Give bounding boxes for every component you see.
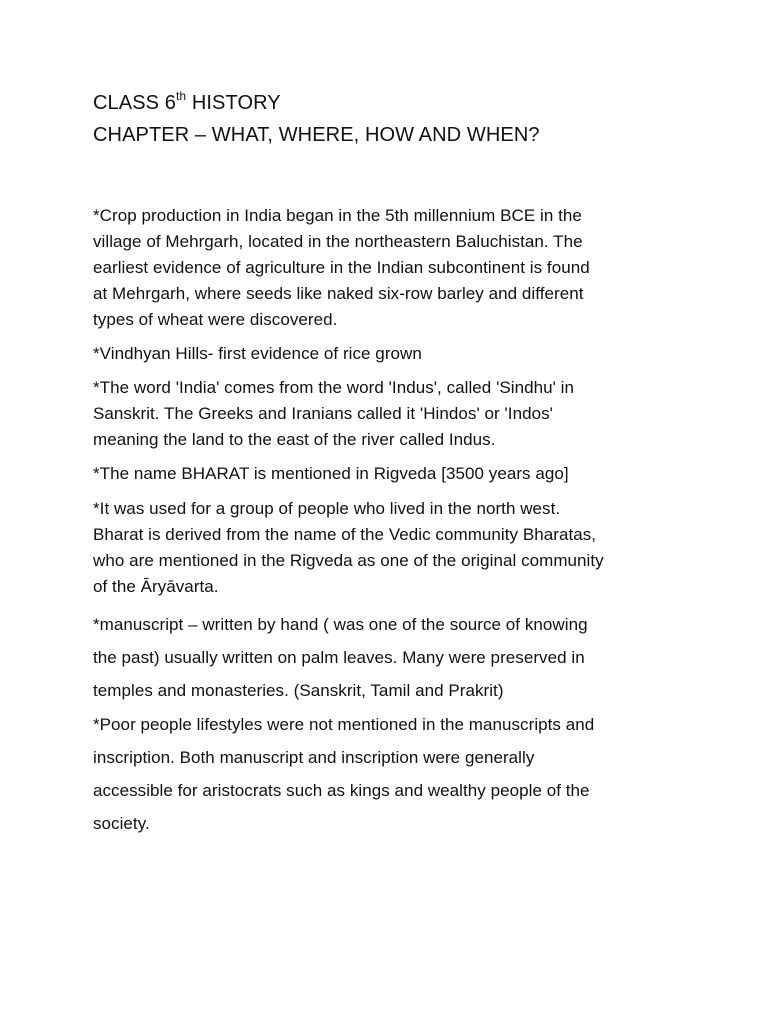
document-title-line-2: CHAPTER – WHAT, WHERE, HOW AND WHEN? (93, 124, 540, 146)
paragraph-bharat-rigveda (93, 461, 678, 487)
paragraph-line: Sanskrit. The Greeks and Iranians called it 'Hindos' or 'Indos' (93, 404, 553, 423)
paragraph-line: earliest evidence of agriculture in the Indian subcontinent is found (93, 258, 590, 277)
paragraph-line: *manuscript – written by hand ( was one of the source of knowing (93, 615, 588, 634)
paragraph-manuscript (93, 608, 678, 707)
paragraph-line: accessible for aristocrats such as kings and wealthy people of the (93, 781, 590, 800)
title-subject: HISTORY (186, 92, 281, 114)
title-class: CLASS 6 (93, 92, 176, 114)
paragraph-line: *Crop production in India began in the 5th millennium BCE in the (93, 206, 582, 225)
paragraph-line: of the Āryāvarta. (93, 577, 219, 596)
paragraph-poor-people (93, 708, 678, 840)
paragraph-line: Bharat is derived from the name of the Vedic community Bharatas, (93, 525, 597, 544)
paragraph-line: temples and monasteries. (Sanskrit, Tamil and Prakrit) (93, 681, 504, 700)
title-superscript: th (175, 89, 187, 104)
paragraph-line: society. (93, 814, 150, 833)
paragraph-word-india (93, 375, 678, 453)
document-title-line-1 (93, 90, 733, 116)
paragraph-line: at Mehrgarh, where seeds like naked six-row barley and different (93, 284, 584, 303)
paragraph-line: *Poor people lifestyles were not mentioned in the manuscripts and (93, 715, 595, 734)
paragraph-line: *It was used for a group of people who lived in the north west. (93, 499, 561, 518)
paragraph-bharatas (93, 496, 678, 600)
paragraph-crop-production (93, 203, 678, 333)
paragraph-line: types of wheat were discovered. (93, 310, 338, 329)
paragraph-line: inscription. Both manuscript and inscription were generally (93, 748, 535, 767)
paragraph-line: the past) usually written on palm leaves. Many were preserved in (93, 648, 585, 667)
paragraph-line: meaning the land to the east of the river called Indus. (93, 430, 496, 449)
paragraph-line: village of Mehrgarh, located in the northeastern Baluchistan. The (93, 232, 583, 251)
paragraph-line: *The name BHARAT is mentioned in Rigveda [3500 years ago] (93, 464, 569, 483)
paragraph-vindhyan-hills (93, 341, 678, 367)
paragraph-line: *The word 'India' comes from the word 'Indus', called 'Sindhu' in (93, 378, 575, 397)
paragraph-line: *Vindhyan Hills- first evidence of rice grown (93, 344, 422, 363)
paragraph-line: who are mentioned in the Rigveda as one of the original community (93, 551, 604, 570)
